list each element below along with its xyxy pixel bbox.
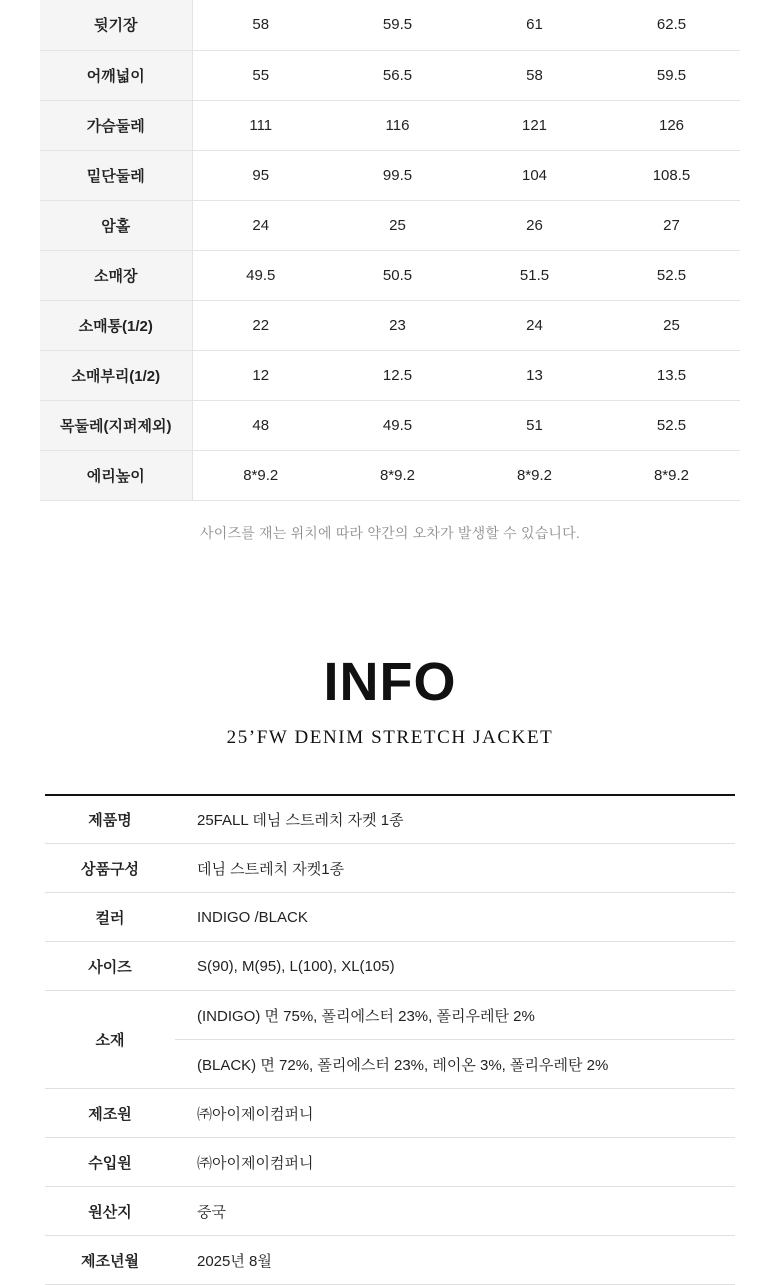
size-cell: 51.5 [466,250,603,300]
table-row [40,350,740,400]
table-row [40,200,740,250]
size-cell: 8*9.2 [192,450,329,500]
size-cell: 50.5 [329,250,466,300]
size-cell: 99.5 [329,150,466,200]
size-cell: 48 [192,400,329,450]
info-row-label: 사이즈 [45,942,175,991]
product-subtitle: 25’FW DENIM STRETCH JACKET [0,727,780,749]
table-row [40,0,740,50]
size-cell: 95 [192,150,329,200]
size-cell: 22 [192,300,329,350]
size-row-label: 어깨넓이 [40,50,192,100]
info-row-value: ㈜아이제이컴퍼니 [175,1089,735,1138]
size-cell: 12.5 [329,350,466,400]
size-row-label: 뒷기장 [40,0,192,50]
size-row-label: 목둘레(지퍼제외) [40,400,192,450]
size-cell: 61 [466,0,603,50]
size-cell: 27 [603,200,740,250]
size-row-label: 에리높이 [40,450,192,500]
table-row [45,1089,735,1138]
size-cell: 12 [192,350,329,400]
size-table [40,0,740,501]
size-row-label: 소매통(1/2) [40,300,192,350]
table-row [40,250,740,300]
info-row-label: 제품명 [45,795,175,844]
size-cell: 56.5 [329,50,466,100]
size-cell: 58 [466,50,603,100]
size-cell: 13.5 [603,350,740,400]
size-cell: 111 [192,100,329,150]
size-cell: 25 [329,200,466,250]
table-row [40,50,740,100]
table-row [45,942,735,991]
size-row-label: 소매부리(1/2) [40,350,192,400]
table-row [40,150,740,200]
info-row-value-black: (BLACK) 면 72%, 폴리에스터 23%, 레이온 3%, 폴리우레탄 2% [175,1040,735,1089]
size-cell: 126 [603,100,740,150]
info-row-label: 원산지 [45,1187,175,1236]
info-row-value: 데님 스트레치 자켓1종 [175,844,735,893]
table-row [40,100,740,150]
size-cell: 8*9.2 [329,450,466,500]
table-row [45,1138,735,1187]
info-row-value: 중국 [175,1187,735,1236]
info-row-value: INDIGO /BLACK [175,893,735,942]
info-row-value: ㈜아이제이컴퍼니 [175,1138,735,1187]
page-title: INFO [0,655,780,709]
size-row-label: 밑단둘레 [40,150,192,200]
size-table-section [0,0,780,543]
size-cell: 51 [466,400,603,450]
size-cell: 49.5 [329,400,466,450]
size-cell: 24 [192,200,329,250]
size-row-label: 소매장 [40,250,192,300]
size-cell: 26 [466,200,603,250]
info-heading-block [0,655,780,749]
size-cell: 59.5 [603,50,740,100]
size-cell: 49.5 [192,250,329,300]
info-row-label: 수입원 [45,1138,175,1187]
size-cell: 62.5 [603,0,740,50]
info-row-value-indigo: (INDIGO) 면 75%, 폴리에스터 23%, 폴리우레탄 2% [175,991,735,1040]
info-row-value: 2025년 8월 [175,1236,735,1285]
size-cell: 121 [466,100,603,150]
size-cell: 108.5 [603,150,740,200]
size-row-label: 암홀 [40,200,192,250]
size-cell: 59.5 [329,0,466,50]
size-cell: 23 [329,300,466,350]
size-cell: 25 [603,300,740,350]
table-row [40,400,740,450]
size-cell: 116 [329,100,466,150]
size-cell: 8*9.2 [603,450,740,500]
size-row-label: 가슴둘레 [40,100,192,150]
table-row [45,844,735,893]
size-cell: 58 [192,0,329,50]
info-row-label: 컬러 [45,893,175,942]
size-cell: 55 [192,50,329,100]
size-cell: 8*9.2 [466,450,603,500]
info-row-label: 상품구성 [45,844,175,893]
size-measurement-note: 사이즈를 재는 위치에 따라 약간의 오차가 발생할 수 있습니다. [40,523,740,543]
size-cell: 13 [466,350,603,400]
info-row-value: 25FALL 데님 스트레치 자켓 1종 [175,795,735,844]
size-cell: 52.5 [603,400,740,450]
size-cell: 104 [466,150,603,200]
table-row [45,1187,735,1236]
info-row-value: S(90), M(95), L(100), XL(105) [175,942,735,991]
table-row [45,893,735,942]
table-row [45,795,735,844]
size-cell: 52.5 [603,250,740,300]
info-table [45,794,735,1285]
table-row [45,991,735,1040]
info-table-section [0,794,780,1285]
table-row [40,450,740,500]
info-row-label: 소재 [45,991,175,1089]
size-cell: 24 [466,300,603,350]
info-row-label: 제조원 [45,1089,175,1138]
table-row [40,300,740,350]
info-row-label: 제조년월 [45,1236,175,1285]
table-row [45,1236,735,1285]
